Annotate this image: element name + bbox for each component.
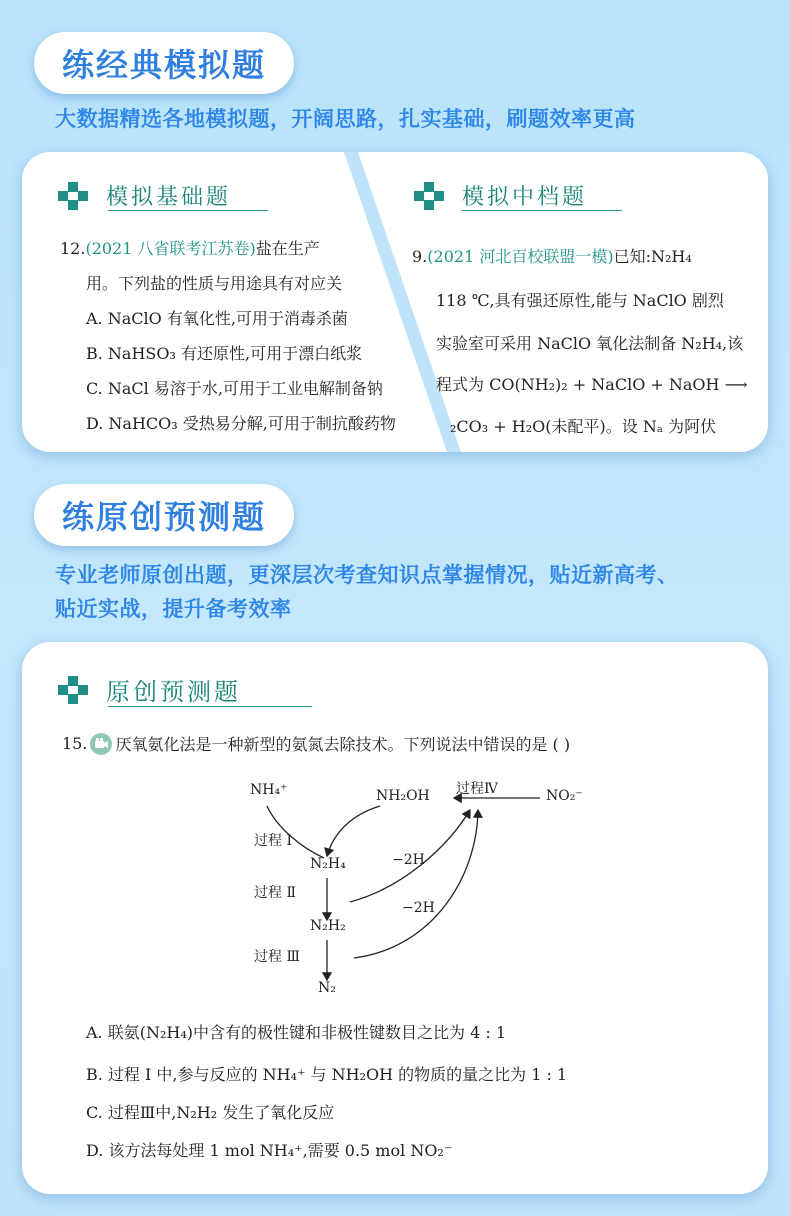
label-n2h4: N₂H₄ bbox=[310, 856, 346, 872]
option-d: D. 该方法每处理 1 mol NH₄⁺,需要 0.5 mol NO₂⁻ bbox=[86, 1141, 453, 1160]
question-9-line3: 实验室可采用 NaClO 氧化法制备 N₂H₄,该 bbox=[436, 334, 744, 353]
question-9-line4: 程式为 CO(NH₂)₂ + NaClO + NaOH ⟶ bbox=[436, 375, 748, 394]
section-subtitle-1: 大数据精选各地模拟题，开阔思路，扎实基础，刷题效率更高 bbox=[55, 107, 636, 131]
label-process-2: 过程 Ⅱ bbox=[254, 885, 296, 901]
label-n2h2: N₂H₂ bbox=[310, 918, 346, 934]
question-text: 厌氧氨化法是一种新型的氨氮去除技术。下列说法中错误的是 ( ) bbox=[115, 735, 571, 754]
heading-underline bbox=[108, 706, 312, 707]
label-process-3: 过程 Ⅲ bbox=[254, 949, 300, 965]
heading-basic-label: 模拟基础题 bbox=[106, 185, 232, 210]
label-nh4: NH₄⁺ bbox=[250, 782, 288, 798]
label-n2: N₂ bbox=[318, 980, 336, 996]
question-15 bbox=[62, 732, 570, 755]
question-9-line1 bbox=[412, 244, 692, 267]
card-original-questions bbox=[22, 642, 768, 1194]
option-b: B. 过程 Ⅰ 中,参与反应的 NH₄⁺ 与 NH₂OH 的物质的量之比为 1 : 1 bbox=[86, 1065, 568, 1084]
label-process-4: 过程Ⅳ bbox=[456, 781, 498, 797]
section-title-1: 练经典模拟题 bbox=[62, 46, 267, 84]
question-12-line2: 用。下列盐的性质与用途具有对应关 bbox=[86, 274, 343, 293]
question-source: (2021 八省联考江苏卷) bbox=[85, 239, 256, 258]
question-9-clip bbox=[402, 234, 768, 452]
heading-medium bbox=[414, 180, 587, 211]
question-9-line2: 118 ℃,具有强还原性,能与 NaClO 剧烈 bbox=[436, 291, 724, 310]
section-subtitle-2-line2: 贴近实战，提升备考效率 bbox=[55, 597, 292, 621]
heading-original bbox=[58, 672, 241, 707]
label-minus-2h-a: −2H bbox=[392, 852, 425, 868]
question-source: (2021 河北百校联盟一模) bbox=[427, 247, 614, 266]
question-text: 盐在生产 bbox=[255, 239, 320, 258]
section-title-pill-1 bbox=[34, 32, 294, 94]
option-a: A. 联氨(N₂H₄)中含有的极性键和非极性键数目之比为 4 : 1 bbox=[86, 1023, 507, 1042]
label-minus-2h-b: −2H bbox=[402, 900, 435, 916]
heading-underline bbox=[462, 210, 622, 211]
heading-medium-label: 模拟中档题 bbox=[462, 185, 588, 210]
option-d: D. NaHCO₃ 受热易分解,可用于制抗酸药物 bbox=[86, 414, 396, 433]
label-nh2oh: NH₂OH bbox=[376, 788, 430, 804]
arrow-nh2oh-to-n2h4 bbox=[327, 806, 380, 856]
video-icon[interactable] bbox=[90, 733, 112, 755]
question-9-line5: ₂CO₃ + H₂O(未配平)。设 Nₐ 为阿伏 bbox=[450, 417, 717, 436]
section-blocks-icon bbox=[58, 676, 88, 704]
card-simulated-questions bbox=[22, 152, 768, 452]
label-process-1: 过程 Ⅰ bbox=[254, 833, 292, 849]
option-b: B. NaHSO₃ 有还原性,可用于漂白纸浆 bbox=[86, 344, 363, 363]
option-c: C. NaCl 易溶于水,可用于工业电解制备钠 bbox=[86, 379, 383, 398]
section-title-2: 练原创预测题 bbox=[62, 498, 267, 536]
option-a: A. NaClO 有氧化性,可用于消毒杀菌 bbox=[86, 309, 348, 328]
question-text: 已知:N₂H₄ bbox=[613, 247, 692, 266]
option-c: C. 过程Ⅲ中,N₂H₂ 发生了氧化反应 bbox=[86, 1103, 335, 1122]
label-no2: NO₂⁻ bbox=[546, 788, 583, 804]
question-number: 12. bbox=[60, 239, 86, 258]
question-number: 15. bbox=[62, 734, 88, 753]
arrow-n2h2-to-nh2oh bbox=[354, 810, 478, 958]
heading-original-label: 原创预测题 bbox=[106, 678, 241, 706]
section-blocks-icon bbox=[414, 182, 444, 210]
section-title-pill-2 bbox=[34, 484, 294, 546]
section-subtitle-2-line1: 专业老师原创出题，更深层次考查知识点掌握情况，贴近新高考、 bbox=[55, 563, 679, 587]
question-number: 9. bbox=[412, 247, 428, 266]
